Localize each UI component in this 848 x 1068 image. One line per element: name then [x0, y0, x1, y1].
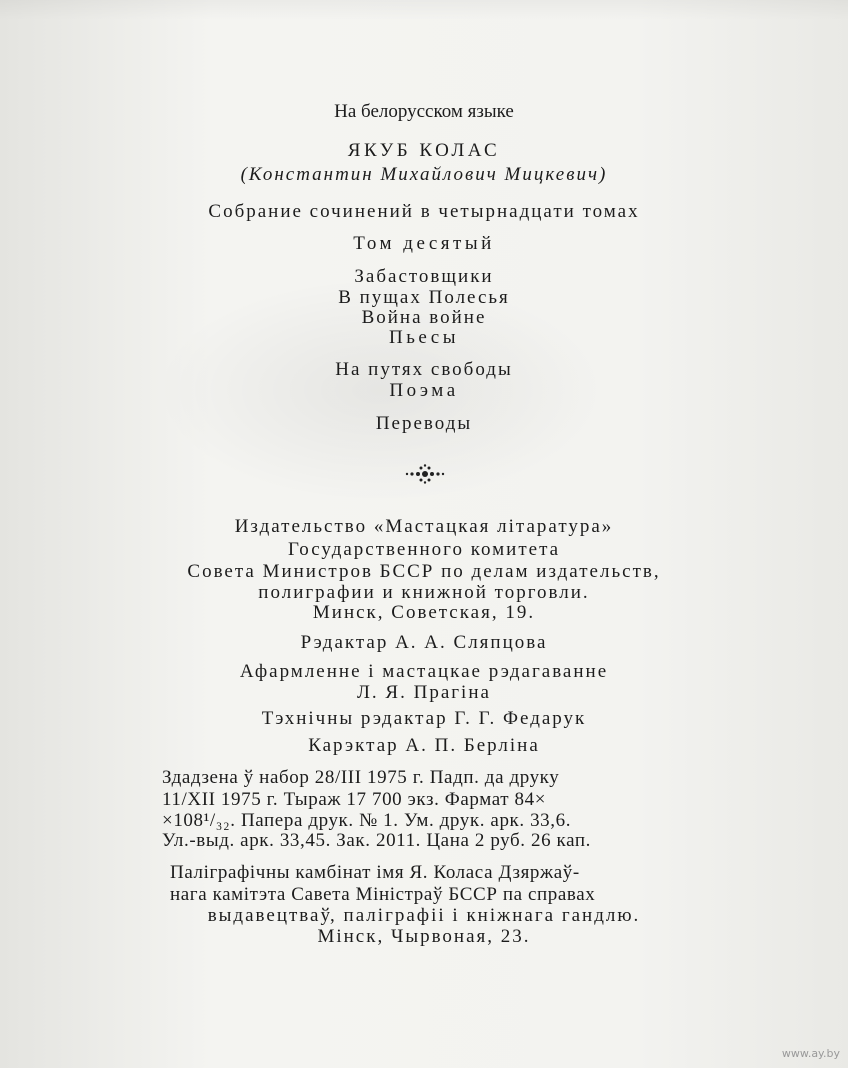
work-genre: Поэма	[389, 380, 459, 401]
floral-ornament-icon	[404, 463, 446, 485]
work-title: В пущах Полесья	[338, 287, 510, 308]
publisher-line: Государственного комитета	[287, 539, 561, 560]
design-credit-name: Л. Я. Прагіна	[357, 682, 491, 703]
publisher-address: Минск, Советская, 19.	[312, 602, 536, 623]
printer-line: нага камітэта Савета Міністраў БССР па справах	[170, 884, 596, 905]
collection-title: Собрание сочинений в четырнадцати томах	[208, 201, 640, 222]
work-title: Забастовщики	[354, 266, 494, 287]
print-info-line: ×108¹/₃₂. Папера друк. № 1. Ум. друк. арк. 33,6.	[162, 810, 572, 831]
printer-address: Мінск, Чырвоная, 23.	[317, 926, 531, 947]
work-genre: Пьесы	[389, 327, 459, 348]
tech-editor-credit: Тэхнічны рэдактар Г. Г. Федарук	[261, 708, 587, 729]
printer-line: выдавецтваў, паліграфіі і кніжнага гандлю.	[207, 905, 641, 926]
work-title: Переводы	[375, 413, 473, 434]
editor-credit: Рэдактар А. А. Сляпцова	[300, 632, 548, 653]
site-watermark: www.ay.by	[781, 1047, 840, 1060]
publisher-line: Издательство «Мастацкая літаратура»	[234, 516, 614, 537]
corrector-credit: Карэктар А. П. Берліна	[308, 735, 540, 756]
volume-title: Том десятый	[353, 233, 495, 254]
print-info-line: Здадзена ў набор 28/III 1975 г. Падп. да друку	[162, 767, 560, 788]
design-credit: Афармленне і мастацкае рэдагаванне	[239, 661, 609, 682]
work-title: Война войне	[361, 307, 487, 328]
author-real-name: (Константин Михайлович Мицкевич)	[240, 164, 608, 185]
print-info-line: Ул.-выд. арк. 33,45. Зак. 2011. Цана 2 руб. 26 кап.	[162, 830, 591, 851]
show-through-text	[0, 0, 848, 20]
author-name: ЯКУБ КОЛАС	[347, 140, 501, 161]
work-title: На путях свободы	[335, 359, 513, 380]
publisher-line: полиграфии и книжной торговли.	[258, 582, 590, 603]
publisher-line: Совета Министров БССР по делам издательств,	[187, 561, 661, 582]
printer-line: Паліграфічны камбінат імя Я. Коласа Дзяржаў-	[170, 862, 580, 883]
language-note: На белорусском языке	[334, 101, 514, 122]
print-info-line: 11/XII 1975 г. Тыраж 17 700 экз. Фармат 84×	[162, 789, 547, 810]
